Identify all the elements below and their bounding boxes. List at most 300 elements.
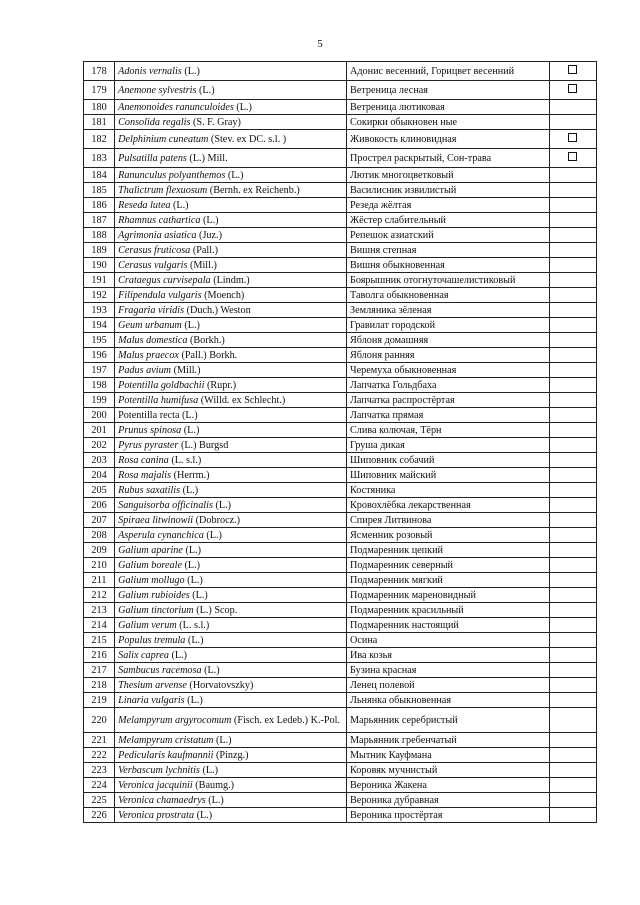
row-number: 180: [84, 100, 115, 115]
authority: (L.) Burgsd: [178, 439, 229, 451]
table-row: [84, 693, 597, 708]
authority: (L.): [203, 529, 222, 541]
scientific-name: Anemone sylvestris: [118, 84, 197, 96]
row-number: 190: [84, 258, 115, 273]
mark-cell: [549, 423, 596, 438]
russian-name: Кровохлёбка лекарственная: [347, 498, 550, 513]
latin-name-cell: [115, 693, 347, 708]
authority: (Pinzg.): [213, 749, 249, 761]
checkbox-icon: [568, 152, 577, 161]
russian-name: Лапчатка Гольдбаха: [347, 378, 550, 393]
authority: (Bernh. ex Reichenb.): [207, 184, 300, 196]
table-row: [84, 183, 597, 198]
row-number: 188: [84, 228, 115, 243]
table-row: [84, 588, 597, 603]
row-number: 215: [84, 633, 115, 648]
russian-name: Адонис весенний, Горицвет весенний: [347, 62, 550, 81]
authority: (L.): [180, 484, 199, 496]
row-number: 185: [84, 183, 115, 198]
russian-name: Яблоня домашняя: [347, 333, 550, 348]
mark-cell: [549, 678, 596, 693]
authority: (L.): [196, 84, 215, 96]
row-number: 225: [84, 793, 115, 808]
latin-name-cell: [115, 483, 347, 498]
authority: (L.): [194, 809, 213, 821]
authority: (L.): [181, 559, 201, 571]
mark-cell: [549, 198, 596, 213]
latin-name-cell: [115, 213, 347, 228]
table-row: [84, 198, 597, 213]
authority: (Mill.): [187, 259, 217, 271]
scientific-name: Malus domestica: [118, 334, 188, 346]
russian-name: Подмаренник мареновидный: [347, 588, 550, 603]
mark-cell: [549, 483, 596, 498]
row-number: 221: [84, 733, 115, 748]
mark-cell: [549, 528, 596, 543]
russian-name: Костяника: [347, 483, 550, 498]
row-number: 209: [84, 543, 115, 558]
scientific-name: Populus tremula: [118, 634, 186, 646]
latin-name-cell: [115, 763, 347, 778]
scientific-name: Cerasus vulgaris: [118, 259, 188, 271]
russian-name: Лапчатка распростёртая: [347, 393, 550, 408]
mark-cell: [549, 149, 596, 168]
russian-name: Ива козья: [347, 648, 550, 663]
scientific-name: Thalictrum flexuosum: [118, 184, 208, 196]
mark-cell: [549, 808, 596, 823]
scientific-name: Pedicularis kaufmannii: [118, 749, 214, 761]
latin-name-cell: [115, 333, 347, 348]
russian-name: Живокость клиновидная: [347, 130, 550, 149]
authority: (Dobrocz.): [193, 514, 241, 526]
scientific-name: Thesium arvense: [118, 679, 187, 691]
row-number: 186: [84, 198, 115, 213]
authority: (L.) Mill.: [186, 152, 228, 164]
row-number: 187: [84, 213, 115, 228]
mark-cell: [549, 498, 596, 513]
russian-name: Мытник Кауфмана: [347, 748, 550, 763]
mark-cell: [549, 258, 596, 273]
mark-cell: [549, 288, 596, 303]
mark-cell: [549, 693, 596, 708]
row-number: 183: [84, 149, 115, 168]
scientific-name: Agrimonia asiatica: [118, 229, 197, 241]
mark-cell: [549, 778, 596, 793]
scientific-name: Malus praecox: [118, 349, 179, 361]
mark-cell: [549, 130, 596, 149]
species-table: [83, 61, 597, 823]
russian-name: Черемуха обыкновенная: [347, 363, 550, 378]
authority: (L.): [200, 214, 219, 226]
russian-name: Вероника простёртая: [347, 808, 550, 823]
authority: (L.): [184, 574, 203, 586]
checkbox-icon: [568, 65, 577, 74]
scientific-name: Galium tinctorium: [118, 604, 194, 616]
latin-name-cell: [115, 273, 347, 288]
mark-cell: [549, 543, 596, 558]
authority: (L.): [199, 764, 218, 776]
authority: (Stev. ex DC. s.l. ): [208, 133, 287, 145]
table-row: [84, 258, 597, 273]
russian-name: Таволга обыкновенная: [347, 288, 550, 303]
table-row: [84, 62, 597, 81]
row-number: 201: [84, 423, 115, 438]
row-number: 200: [84, 408, 115, 423]
authority: Potentilla recta (L.): [118, 409, 198, 421]
russian-name: Коровяк мучнистый: [347, 763, 550, 778]
latin-name-cell: [115, 288, 347, 303]
latin-name-cell: [115, 663, 347, 678]
row-number: 197: [84, 363, 115, 378]
russian-name: Прострел раскрытый, Сон-трава: [347, 149, 550, 168]
scientific-name: Padus avium: [118, 364, 172, 376]
scientific-name: Galium verum: [118, 619, 177, 631]
latin-name-cell: [115, 748, 347, 763]
latin-name-cell: [115, 573, 347, 588]
scientific-name: Veronica jacquinii: [118, 779, 193, 791]
russian-name: Резеда жёлтая: [347, 198, 550, 213]
mark-cell: [549, 168, 596, 183]
scientific-name: Verbascum lychnitis: [118, 764, 200, 776]
mark-cell: [549, 348, 596, 363]
latin-name-cell: [115, 633, 347, 648]
scientific-name: Rubus saxatilis: [118, 484, 181, 496]
latin-name-cell: [115, 543, 347, 558]
authority: (Lindm.): [210, 274, 250, 286]
latin-name-cell: [115, 258, 347, 273]
table-row: [84, 213, 597, 228]
scientific-name: Adonis vernalis: [118, 65, 182, 77]
authority: (Borkh.): [187, 334, 225, 346]
authority: (L.): [168, 649, 188, 661]
mark-cell: [549, 81, 596, 100]
scientific-name: Sanguisorba officinalis: [118, 499, 213, 511]
table-row: [84, 100, 597, 115]
authority: (L.): [212, 499, 232, 511]
authority: (Rupr.): [204, 379, 237, 391]
mark-cell: [549, 378, 596, 393]
mark-cell: [549, 183, 596, 198]
scientific-name: Potentilla goldbachii: [118, 379, 205, 391]
authority: (Willd. ex Schlecht.): [198, 394, 286, 406]
latin-name-cell: [115, 778, 347, 793]
scientific-name: Cerasus fruticosa: [118, 244, 191, 256]
russian-name: Вероника дубравная: [347, 793, 550, 808]
russian-name: Василисник извилистый: [347, 183, 550, 198]
latin-name-cell: [115, 100, 347, 115]
table-row: [84, 778, 597, 793]
mark-cell: [549, 303, 596, 318]
table-row: [84, 228, 597, 243]
row-number: 195: [84, 333, 115, 348]
russian-name: Марьянник гребенчатый: [347, 733, 550, 748]
mark-cell: [549, 363, 596, 378]
scientific-name: Melampyrum cristatum: [118, 734, 214, 746]
mark-cell: [549, 618, 596, 633]
table-row: [84, 748, 597, 763]
latin-name-cell: [115, 115, 347, 130]
russian-name: Бузина красная: [347, 663, 550, 678]
russian-name: Ясменник розовый: [347, 528, 550, 543]
latin-name-cell: [115, 318, 347, 333]
mark-cell: [549, 100, 596, 115]
scientific-name: Fragaria viridis: [118, 304, 185, 316]
mark-cell: [549, 213, 596, 228]
row-number: 214: [84, 618, 115, 633]
latin-name-cell: [115, 528, 347, 543]
scientific-name: Asperula cynanchica: [118, 529, 204, 541]
table-row: [84, 288, 597, 303]
latin-name-cell: [115, 453, 347, 468]
table-row: [84, 648, 597, 663]
mark-cell: [549, 573, 596, 588]
mark-cell: [549, 648, 596, 663]
scientific-name: Melampyrum argyrocomum: [118, 714, 232, 726]
russian-name: Шиповник собачий: [347, 453, 550, 468]
row-number: 199: [84, 393, 115, 408]
russian-name: Слива колючая, Тёрн: [347, 423, 550, 438]
latin-name-cell: [115, 183, 347, 198]
authority: (L.): [170, 199, 189, 211]
table-row: [84, 303, 597, 318]
row-number: 178: [84, 62, 115, 81]
scientific-name: Rosa majalis: [118, 469, 172, 481]
russian-name: Шиповник майский: [347, 468, 550, 483]
russian-name: Спирея Литвинова: [347, 513, 550, 528]
mark-cell: [549, 588, 596, 603]
table-row: [84, 573, 597, 588]
row-number: 212: [84, 588, 115, 603]
russian-name: Ветреница лесная: [347, 81, 550, 100]
mark-cell: [549, 733, 596, 748]
row-number: 189: [84, 243, 115, 258]
authority: (S. F. Gray): [190, 116, 241, 128]
row-number: 205: [84, 483, 115, 498]
mark-cell: [549, 115, 596, 130]
mark-cell: [549, 763, 596, 778]
table-row: [84, 543, 597, 558]
mark-cell: [549, 393, 596, 408]
table-row: [84, 333, 597, 348]
table-row: [84, 558, 597, 573]
table-row: [84, 793, 597, 808]
table-row: [84, 168, 597, 183]
row-number: 192: [84, 288, 115, 303]
species-table-body: [84, 62, 597, 823]
row-number: 204: [84, 468, 115, 483]
russian-name: Лапчатка прямая: [347, 408, 550, 423]
russian-name: Боярышник отогнуточашелистиковый: [347, 273, 550, 288]
row-number: 207: [84, 513, 115, 528]
table-row: [84, 808, 597, 823]
latin-name-cell: [115, 168, 347, 183]
latin-name-cell: [115, 378, 347, 393]
scientific-name: Galium rubioides: [118, 589, 190, 601]
authority: (L.): [205, 794, 224, 806]
authority: (L. s.l.): [176, 619, 210, 631]
russian-name: Подмаренник настоящий: [347, 618, 550, 633]
authority: (Duch.) Weston: [184, 304, 251, 316]
table-row: [84, 708, 597, 733]
scientific-name: Spiraea litwinowii: [118, 514, 194, 526]
latin-name-cell: [115, 513, 347, 528]
scientific-name: Crataegus curvisepala: [118, 274, 211, 286]
mark-cell: [549, 62, 596, 81]
row-number: 216: [84, 648, 115, 663]
table-row: [84, 468, 597, 483]
table-row: [84, 618, 597, 633]
latin-name-cell: [115, 198, 347, 213]
authority: (L.): [184, 694, 203, 706]
mark-cell: [549, 453, 596, 468]
authority: (L.): [181, 319, 200, 331]
table-row: [84, 348, 597, 363]
table-row: [84, 603, 597, 618]
russian-name: Лютик многоцветковый: [347, 168, 550, 183]
scientific-name: Pulsatilla patens: [118, 152, 187, 164]
scientific-name: Potentilla humifusa: [118, 394, 199, 406]
table-row: [84, 393, 597, 408]
russian-name: Гравилат городской: [347, 318, 550, 333]
russian-name: Ветреница лютиковая: [347, 100, 550, 115]
authority: (Mill.): [171, 364, 201, 376]
table-row: [84, 378, 597, 393]
scientific-name: Galium mollugo: [118, 574, 185, 586]
table-row: [84, 678, 597, 693]
scientific-name: Veronica chamaedrys: [118, 794, 206, 806]
table-row: [84, 363, 597, 378]
row-number: 184: [84, 168, 115, 183]
authority: (L.): [213, 734, 232, 746]
latin-name-cell: [115, 438, 347, 453]
table-row: [84, 408, 597, 423]
latin-name-cell: [115, 408, 347, 423]
mark-cell: [549, 663, 596, 678]
row-number: 219: [84, 693, 115, 708]
row-number: 198: [84, 378, 115, 393]
latin-name-cell: [115, 558, 347, 573]
mark-cell: [549, 228, 596, 243]
row-number: 217: [84, 663, 115, 678]
scientific-name: Rosa canina: [118, 454, 169, 466]
table-row: [84, 483, 597, 498]
latin-name-cell: [115, 468, 347, 483]
scientific-name: Salix caprea: [118, 649, 169, 661]
scientific-name: Anemonoides ranunculoides: [118, 101, 234, 113]
latin-name-cell: [115, 603, 347, 618]
row-number: 194: [84, 318, 115, 333]
scientific-name: Linaria vulgaris: [118, 694, 185, 706]
russian-name: Сокирки обыкновен ные: [347, 115, 550, 130]
row-number: 206: [84, 498, 115, 513]
table-row: [84, 498, 597, 513]
scientific-name: Pyrus pyraster: [118, 439, 179, 451]
authority: (L.): [201, 664, 220, 676]
row-number: 211: [84, 573, 115, 588]
checkbox-icon: [568, 133, 577, 142]
mark-cell: [549, 438, 596, 453]
mark-cell: [549, 408, 596, 423]
latin-name-cell: [115, 498, 347, 513]
row-number: 224: [84, 778, 115, 793]
latin-name-cell: [115, 149, 347, 168]
table-row: [84, 423, 597, 438]
latin-name-cell: [115, 303, 347, 318]
latin-name-cell: [115, 618, 347, 633]
table-row: [84, 318, 597, 333]
authority: (Baumg.): [192, 779, 235, 791]
latin-name-cell: [115, 363, 347, 378]
table-row: [84, 81, 597, 100]
russian-name: Подмаренник красильный: [347, 603, 550, 618]
mark-cell: [549, 633, 596, 648]
table-row: [84, 633, 597, 648]
authority: (L. s.l.): [168, 454, 202, 466]
russian-name: Яблоня ранняя: [347, 348, 550, 363]
table-row: [84, 453, 597, 468]
mark-cell: [549, 558, 596, 573]
authority: (Pall.): [190, 244, 219, 256]
authority: (L.): [182, 544, 202, 556]
checkbox-icon: [568, 84, 577, 93]
table-row: [84, 513, 597, 528]
russian-name: Репешок азиатский: [347, 228, 550, 243]
authority: (L.): [181, 65, 200, 77]
row-number: 210: [84, 558, 115, 573]
scientific-name: Veronica prostrata: [118, 809, 195, 821]
scientific-name: Galium boreale: [118, 559, 182, 571]
authority: (L.): [233, 101, 252, 113]
latin-name-cell: [115, 243, 347, 258]
row-number: 226: [84, 808, 115, 823]
table-row: [84, 243, 597, 258]
russian-name: Жёстер слабительный: [347, 213, 550, 228]
row-number: 213: [84, 603, 115, 618]
mark-cell: [549, 333, 596, 348]
latin-name-cell: [115, 348, 347, 363]
mark-cell: [549, 468, 596, 483]
scientific-name: Consolida regalis: [118, 116, 191, 128]
russian-name: Вероника Жакена: [347, 778, 550, 793]
mark-cell: [549, 318, 596, 333]
scientific-name: Galium aparine: [118, 544, 183, 556]
table-row: [84, 663, 597, 678]
latin-name-cell: [115, 793, 347, 808]
russian-name: Подмаренник северный: [347, 558, 550, 573]
row-number: 196: [84, 348, 115, 363]
mark-cell: [549, 708, 596, 733]
row-number: 218: [84, 678, 115, 693]
latin-name-cell: [115, 130, 347, 149]
scientific-name: Reseda lutea: [118, 199, 171, 211]
row-number: 193: [84, 303, 115, 318]
authority: (Moench): [201, 289, 245, 301]
row-number: 208: [84, 528, 115, 543]
authority: (L.): [189, 589, 208, 601]
latin-name-cell: [115, 733, 347, 748]
row-number: 191: [84, 273, 115, 288]
latin-name-cell: [115, 588, 347, 603]
row-number: 202: [84, 438, 115, 453]
russian-name: Земляника зёленая: [347, 303, 550, 318]
scientific-name: Rhamnus cathartica: [118, 214, 201, 226]
row-number: 220: [84, 708, 115, 733]
scientific-name: Sambucus racemosa: [118, 664, 202, 676]
table-row: [84, 528, 597, 543]
table-row: [84, 438, 597, 453]
scientific-name: Prunus spinosa: [118, 424, 182, 436]
latin-name-cell: [115, 228, 347, 243]
